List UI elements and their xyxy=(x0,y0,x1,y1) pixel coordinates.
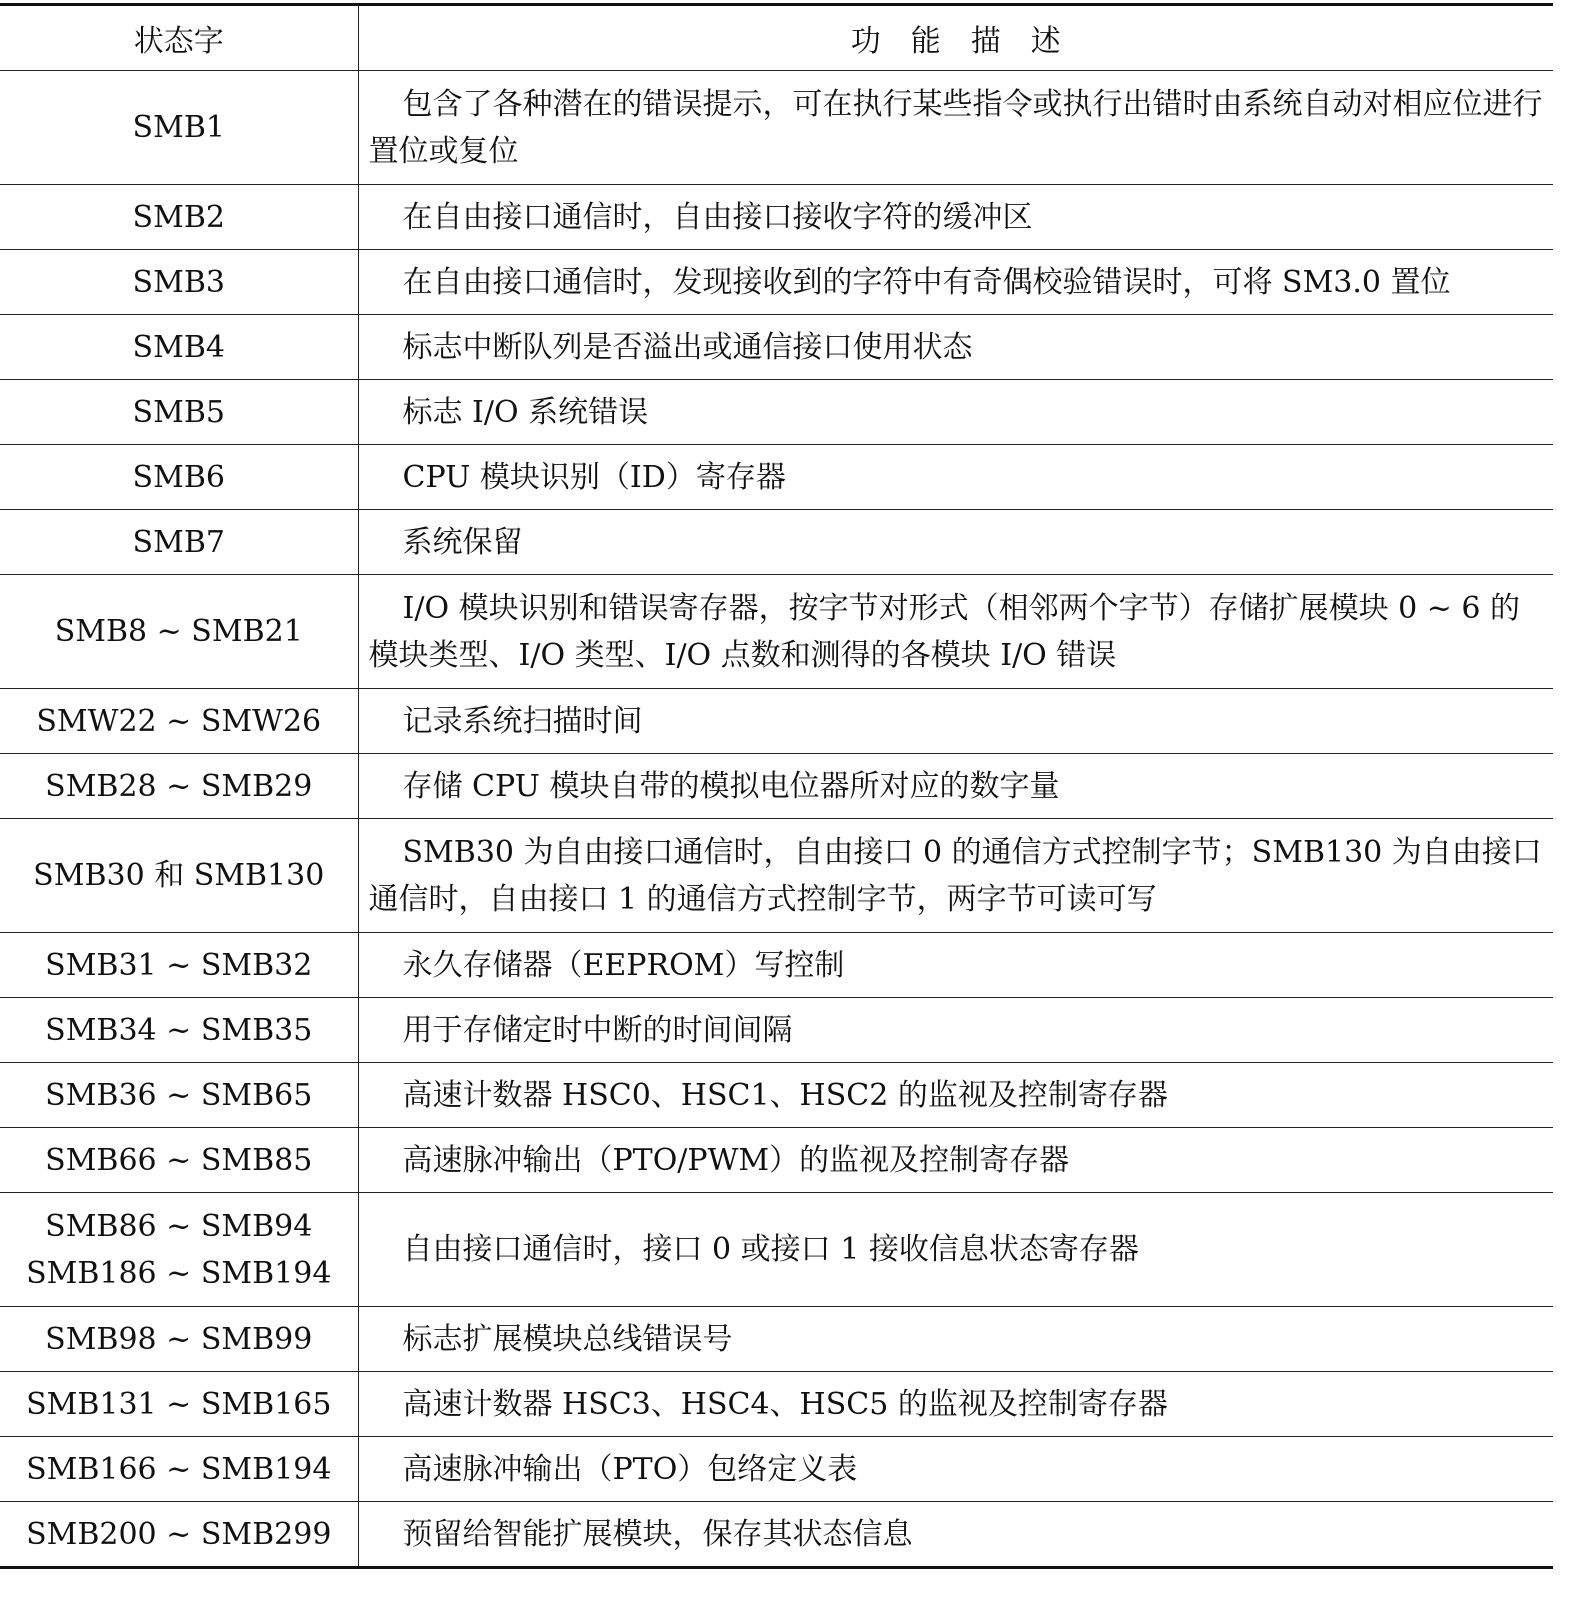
function-description-cell xyxy=(358,1128,1553,1193)
header-status-word: 状态字 xyxy=(0,5,358,71)
function-description-cell xyxy=(358,1193,1553,1307)
table-row xyxy=(0,819,1553,933)
function-description-text: 在自由接口通信时，自由接口接收字符的缓冲区 xyxy=(402,199,1033,235)
status-word-cell xyxy=(0,1063,358,1128)
table-row xyxy=(0,689,1553,754)
function-description-text: 在自由接口通信时，发现接收到的字符中有奇偶校验错误时，可将 SM3.0 置位 xyxy=(402,264,1451,300)
table-header-row xyxy=(0,5,1553,71)
status-word-cell xyxy=(0,185,358,250)
status-word-cell xyxy=(0,250,358,315)
table-row xyxy=(0,1307,1553,1372)
status-word-cell xyxy=(0,1128,358,1193)
function-description-text: CPU 模块识别（ID）寄存器 xyxy=(402,459,786,495)
function-description-cell xyxy=(358,998,1553,1063)
table-row xyxy=(0,1437,1553,1502)
function-description-text: 高速计数器 HSC3、HSC4、HSC5 的监视及控制寄存器 xyxy=(402,1386,1168,1422)
status-word-cell xyxy=(0,819,358,933)
status-word-cell xyxy=(0,1307,358,1372)
function-description-text: 包含了各种潜在的错误提示，可在执行某些指令或执行出错时由系统自动对相应位进行置位或复位 xyxy=(368,86,1543,169)
table-row xyxy=(0,510,1553,575)
status-word-cell xyxy=(0,1437,358,1502)
status-word-label: SMB86 ~ SMB94 xyxy=(45,1208,313,1244)
header-function-description: 功能描述 xyxy=(358,5,1553,71)
status-word-label: SMB8 ~ SMB21 xyxy=(54,614,303,649)
status-word-label: SMB98 ~ SMB99 xyxy=(45,1321,313,1357)
status-word-label: SMB1 xyxy=(132,110,225,145)
status-word-table xyxy=(0,3,1553,1569)
function-description-cell xyxy=(358,689,1553,754)
status-word-label: SMB36 ~ SMB65 xyxy=(45,1077,313,1113)
function-description-cell xyxy=(358,933,1553,998)
status-word-cell xyxy=(0,445,358,510)
status-word-table-container xyxy=(0,3,1553,1569)
status-word-label: SMB200 ~ SMB299 xyxy=(26,1516,332,1552)
table-row xyxy=(0,1063,1553,1128)
status-word-cell xyxy=(0,71,358,185)
function-description-cell xyxy=(358,250,1553,315)
function-description-text: I/O 模块识别和错误寄存器，按字节对形式（相邻两个字节）存储扩展模块 0 ~ 6 的模块类型、I/O 类型、I/O 点数和测得的各模块 I/O 错误 xyxy=(368,590,1521,673)
function-description-text: 存储 CPU 模块自带的模拟电位器所对应的数字量 xyxy=(402,768,1060,804)
function-description-text: 系统保留 xyxy=(402,524,523,560)
function-description-text: 高速脉冲输出（PTO/PWM）的监视及控制寄存器 xyxy=(402,1142,1070,1178)
function-description-text: 高速计数器 HSC0、HSC1、HSC2 的监视及控制寄存器 xyxy=(402,1077,1168,1113)
status-word-label: SMW22 ~ SMW26 xyxy=(36,703,322,739)
status-word-cell xyxy=(0,510,358,575)
status-word-cell xyxy=(0,1372,358,1437)
function-description-text: 自由接口通信时，接口 0 或接口 1 接收信息状态寄存器 xyxy=(402,1232,1139,1267)
function-description-cell xyxy=(358,71,1553,185)
function-description-cell xyxy=(358,1437,1553,1502)
table-row xyxy=(0,1128,1553,1193)
status-word-label: SMB7 xyxy=(132,524,225,560)
status-word-label: SMB5 xyxy=(132,394,225,430)
table-row xyxy=(0,1372,1553,1437)
function-description-cell xyxy=(358,1372,1553,1437)
function-description-cell xyxy=(358,510,1553,575)
function-description-cell xyxy=(358,819,1553,933)
table-row xyxy=(0,380,1553,445)
function-description-cell xyxy=(358,445,1553,510)
table-row xyxy=(0,754,1553,819)
table-row xyxy=(0,575,1553,689)
status-word-label: SMB4 xyxy=(132,329,225,365)
function-description-text: SMB30 为自由接口通信时，自由接口 0 的通信方式控制字节；SMB130 为自由接口通信时，自由接口 1 的通信方式控制字节，两字节可读可写 xyxy=(368,834,1542,917)
function-description-text: 预留给智能扩展模块，保存其状态信息 xyxy=(402,1516,913,1552)
status-word-label: SMB3 xyxy=(132,264,225,300)
function-description-text: 标志扩展模块总线错误号 xyxy=(402,1321,733,1357)
table-row xyxy=(0,445,1553,510)
status-word-cell xyxy=(0,689,358,754)
status-word-label: SMB6 xyxy=(132,459,225,495)
table-row xyxy=(0,998,1553,1063)
function-description-text: 标志 I/O 系统错误 xyxy=(402,394,649,430)
status-word-cell xyxy=(0,998,358,1063)
status-word-cell xyxy=(0,315,358,380)
function-description-text: 高速脉冲输出（PTO）包络定义表 xyxy=(402,1451,858,1487)
status-word-label: SMB2 xyxy=(132,199,225,235)
status-word-label: SMB166 ~ SMB194 xyxy=(26,1451,332,1487)
function-description-text: 标志中断队列是否溢出或通信接口使用状态 xyxy=(402,329,973,365)
function-description-cell xyxy=(358,380,1553,445)
table-row xyxy=(0,315,1553,380)
status-word-label: SMB131 ~ SMB165 xyxy=(26,1386,332,1422)
status-word-cell xyxy=(0,1502,358,1568)
function-description-cell xyxy=(358,1502,1553,1568)
table-body xyxy=(0,71,1553,1568)
function-description-cell xyxy=(358,754,1553,819)
status-word-cell xyxy=(0,380,358,445)
table-row xyxy=(0,1193,1553,1307)
function-description-cell xyxy=(358,1307,1553,1372)
status-word-label: SMB34 ~ SMB35 xyxy=(45,1012,313,1048)
function-description-text: 永久存储器（EEPROM）写控制 xyxy=(402,947,845,983)
function-description-cell xyxy=(358,315,1553,380)
status-word-label: SMB31 ~ SMB32 xyxy=(45,947,313,983)
table-row xyxy=(0,1502,1553,1568)
status-word-label: SMB28 ~ SMB29 xyxy=(45,768,313,804)
status-word-cell xyxy=(0,575,358,689)
status-word-cell xyxy=(0,1193,358,1307)
status-word-cell xyxy=(0,754,358,819)
status-word-cell xyxy=(0,933,358,998)
table-row xyxy=(0,933,1553,998)
function-description-text: 用于存储定时中断的时间间隔 xyxy=(402,1012,793,1048)
function-description-cell xyxy=(358,1063,1553,1128)
table-row xyxy=(0,185,1553,250)
status-word-label: SMB186 ~ SMB194 xyxy=(26,1255,332,1291)
function-description-cell xyxy=(358,185,1553,250)
status-word-label: SMB66 ~ SMB85 xyxy=(45,1142,313,1178)
table-row xyxy=(0,71,1553,185)
table-row xyxy=(0,250,1553,315)
function-description-cell xyxy=(358,575,1553,689)
function-description-text: 记录系统扫描时间 xyxy=(402,703,643,739)
status-word-label: SMB30 和 SMB130 xyxy=(33,858,325,893)
